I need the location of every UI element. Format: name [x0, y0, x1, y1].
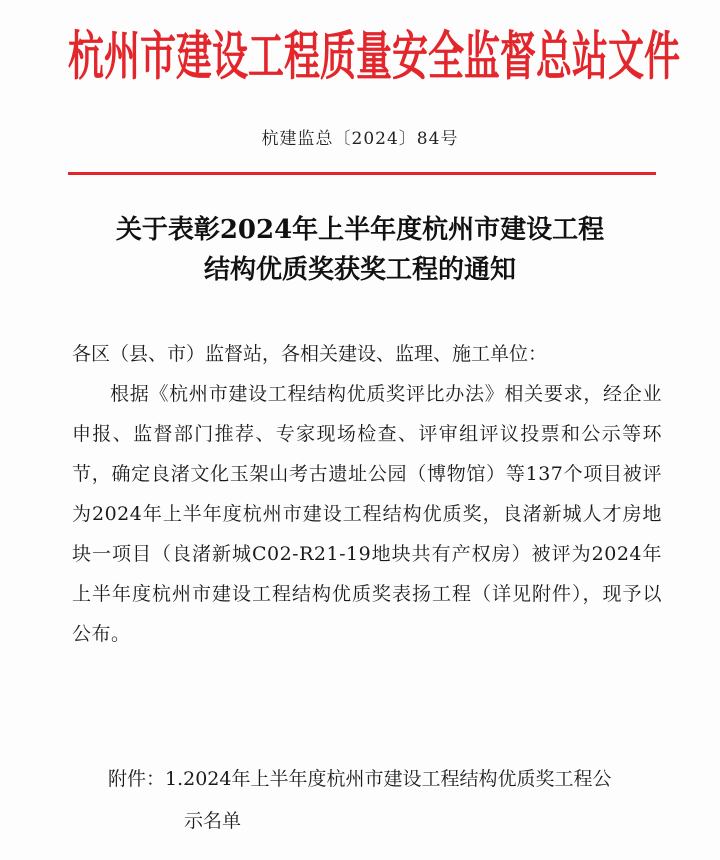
notice-title — [40, 210, 680, 290]
document-number: 杭建监总〔2024〕84号 — [261, 129, 459, 149]
salutation: 各区（县、市）监督站，各相关建设、监理、施工单位： — [72, 343, 548, 365]
notice-title-line-1: 关于表彰2024年上半年度杭州市建设工程 — [115, 215, 605, 245]
notice-body — [72, 334, 662, 654]
attachment-item-1: 附件：1.2024年上半年度杭州市建设工程结构优质奖工程公 — [108, 768, 612, 790]
attachment-item-1-continued: 示名单 — [184, 810, 242, 832]
body-paragraph: 根据《杭州市建设工程结构优质奖评比办法》相关要求，经企业申报、监督部门推荐、专家现场检查、评审组评议投票和公示等环节，确定良渚文化玉架山考古遗址公园（博物馆）等137个项目被评为2024年上半年度杭州市建设工程结构优质奖，良渚新城人才房地块一项目（良渚新城C02-R21-19地块共有产权房）被评为2024年上半年度杭州市建设工程结构优质奖表扬工程（详见附件），现予以公布。 — [72, 383, 662, 645]
notice-title-line-2: 结构优质奖获奖工程的通知 — [203, 255, 516, 285]
attachment-list — [108, 758, 658, 842]
red-divider-line — [68, 172, 656, 175]
masthead-title: 杭州市建设工程质量安全监督总站文件 — [68, 27, 681, 87]
